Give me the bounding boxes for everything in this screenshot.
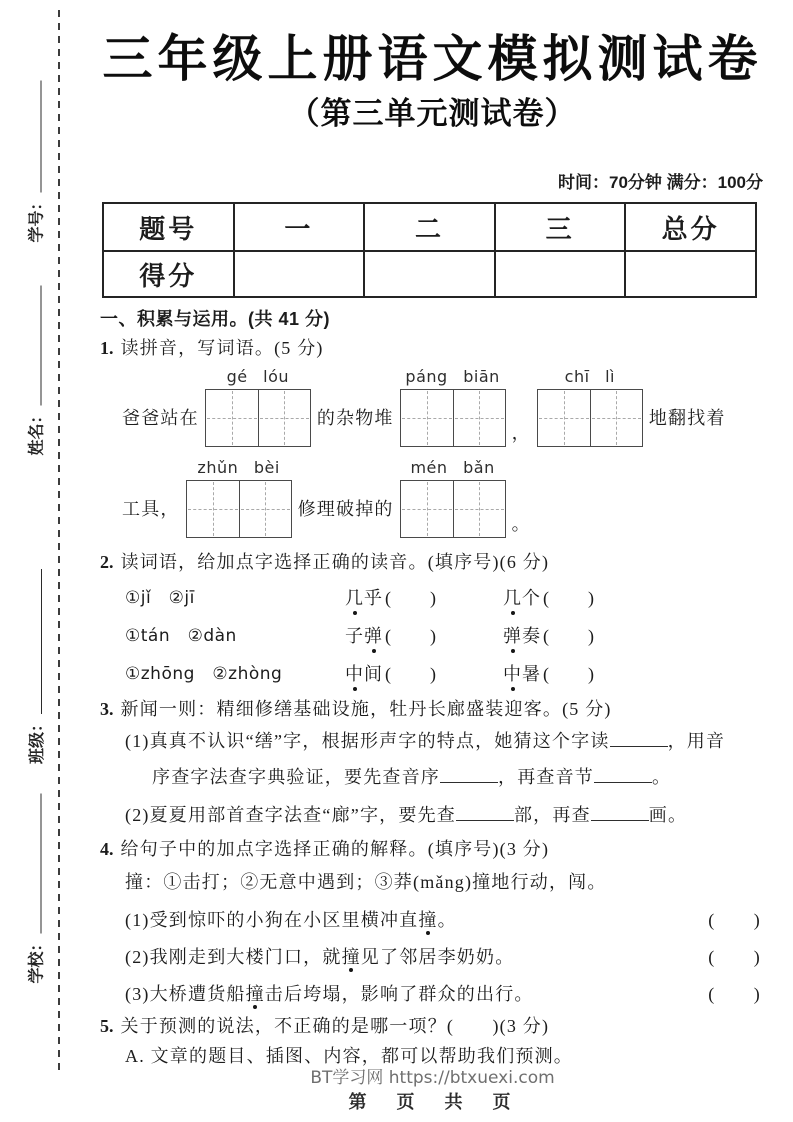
q3-sub2-line	[125, 804, 765, 826]
school-label: 学校：	[28, 935, 46, 984]
writing-cell	[258, 390, 310, 446]
answer-paren: ( )	[708, 984, 761, 1004]
writing-boxes	[537, 389, 643, 447]
score-table-cell-defen: 得分	[103, 251, 234, 297]
question-1-line-1	[122, 367, 765, 447]
score-entry-cell-3	[495, 251, 626, 297]
question-5-text: 关于预测的说法，不正确的是哪一项？( )(3 分)	[120, 1016, 550, 1036]
q4-sentence	[125, 909, 457, 931]
q3-text: 序查字法查字典验证，要先查音序	[152, 767, 440, 787]
fill-in-blank	[456, 818, 514, 821]
q2-row-1-options: ①jǐ ②jī	[125, 588, 195, 608]
paper-content	[100, 0, 765, 1067]
fill-in-blank	[594, 780, 652, 783]
dotted-char: 撞	[245, 984, 265, 1004]
q1-text-segment: 工具，	[122, 499, 180, 519]
question-3-number: 3.	[100, 699, 114, 719]
sentence-pre: (1)受到惊吓的小狗在小区里横冲直	[125, 910, 419, 930]
sentence-post: 。	[437, 910, 457, 930]
q2-word-zhongjian	[345, 661, 503, 687]
q4-item-2	[125, 946, 765, 968]
question-3-text: 新闻一则：精细修缮基础设施，牡丹长廊盛装迎客。(5 分)	[120, 699, 612, 719]
student-number-blank-line	[40, 80, 42, 192]
pinyin-gelou: gé lóu	[226, 367, 290, 386]
q3-text: ，再查音节	[498, 767, 594, 787]
q5-option-a: A. 文章的题目、插图、内容，都可以帮助我们预测。	[125, 1046, 573, 1066]
score-table-header-row	[103, 203, 756, 251]
question-4-number: 4.	[100, 839, 114, 859]
answer-paren: ( )	[708, 910, 761, 930]
q4-item-3	[125, 983, 765, 1005]
answer-paren: ( )	[543, 588, 595, 608]
fill-in-blank	[591, 818, 649, 821]
answer-paren: ( )	[543, 664, 595, 684]
fill-in-blank	[610, 744, 668, 747]
question-1-line-2	[122, 458, 765, 538]
question-2-number: 2.	[100, 552, 114, 572]
q3-sub1-line-1	[125, 730, 765, 752]
q2-row-1	[125, 585, 765, 611]
class-field	[26, 564, 50, 764]
score-table-cell-timu: 题号	[103, 203, 234, 251]
q1-text-segment: 修理破掉的	[297, 499, 394, 519]
q3-text: ，用音	[667, 731, 726, 751]
pinyin-pangbian: páng biān	[405, 367, 500, 386]
q3-text: (2)夏夏用部首查字法查“廊”字，要先查	[125, 805, 456, 825]
writing-cell	[401, 481, 453, 537]
watermark: BT学习网 https://btxuexi.com	[310, 1068, 555, 1088]
q3-text: 。	[652, 767, 672, 787]
q2-word-zidan	[345, 623, 503, 649]
writing-cell	[187, 481, 239, 537]
q3-text: 部，再查	[513, 805, 591, 825]
class-label: 班级：	[29, 715, 46, 764]
word-pre: 子	[345, 626, 364, 646]
writing-cell	[538, 390, 590, 446]
writing-cell	[401, 390, 453, 446]
q1-box-group-pangbian	[400, 367, 506, 447]
q4-sentence	[125, 983, 534, 1005]
question-5-number: 5.	[100, 1016, 114, 1036]
answer-paren: ( )	[385, 588, 437, 608]
q1-box-group-menban	[400, 458, 506, 538]
student-number-field	[26, 78, 50, 243]
question-1-text: 读拼音，写词语。(5 分)	[120, 338, 324, 358]
score-entry-cell-1	[234, 251, 365, 297]
writing-cell	[239, 481, 291, 537]
answer-paren: ( )	[385, 664, 437, 684]
q1-box-group-zhunbei	[186, 458, 292, 538]
question-3-stem	[100, 698, 765, 720]
question-2-text: 读词语，给加点字选择正确的读音。(填序号)(6 分)	[120, 552, 550, 572]
writing-boxes	[205, 389, 311, 447]
score-table-cell-part1: 一	[234, 203, 365, 251]
dotted-char: 弹	[364, 623, 383, 649]
student-name-blank-line	[40, 285, 42, 405]
writing-boxes	[400, 389, 506, 447]
q3-text: 画。	[648, 805, 688, 825]
q2-word-jige	[503, 585, 595, 611]
pinyin-zhunbei: zhǔn bèi	[197, 458, 280, 477]
q4-sentence	[125, 946, 514, 968]
sentence-post: 见了邻居李奶奶。	[360, 947, 515, 967]
writing-boxes	[400, 480, 506, 538]
question-4-stem	[100, 838, 765, 860]
q1-box-group-chili	[537, 367, 643, 447]
dotted-char: 弹	[503, 623, 522, 649]
school-field	[26, 789, 50, 984]
dotted-char: 中	[345, 661, 364, 687]
school-blank-line	[40, 793, 42, 933]
q1-text-segment: 的杂物堆	[316, 408, 394, 428]
dotted-char: 几	[503, 585, 522, 611]
page-title: 三年级上册语文模拟测试卷	[102, 31, 763, 87]
score-table-score-row	[103, 251, 756, 297]
word-post: 乎	[364, 588, 383, 608]
dotted-char: 撞	[418, 910, 438, 930]
page-number-line: 第 页 共 页	[348, 1092, 517, 1112]
q3-text: (1)真真不认识“缮”字，根据形声字的特点，她猜这个字读	[125, 731, 610, 751]
sentence-pre: (2)我刚走到大楼门口，就	[125, 947, 342, 967]
score-table	[102, 202, 757, 298]
score-table-cell-part3: 三	[495, 203, 626, 251]
answer-paren: ( )	[385, 626, 437, 646]
q1-period: 。	[511, 514, 531, 534]
fill-in-blank	[440, 780, 498, 783]
question-2-stem	[100, 551, 765, 573]
answer-paren: ( )	[708, 947, 761, 967]
dotted-char: 撞	[341, 947, 361, 967]
student-number-label: 学号：	[28, 194, 46, 243]
sentence-post: 击后垮塌，影响了群众的出行。	[264, 984, 534, 1004]
q4-definitions: 撞：①击打；②无意中遇到；③莽(mǎng)撞地行动，闯。	[125, 872, 607, 892]
q2-word-jihu	[345, 585, 503, 611]
sentence-pre: (3)大桥遭货船	[125, 984, 246, 1004]
writing-cell	[453, 390, 505, 446]
q2-row-3	[125, 661, 765, 687]
q2-row-2	[125, 623, 765, 649]
section-1-heading: 一、积累与运用。(共 41 分)	[100, 309, 331, 329]
writing-cell	[453, 481, 505, 537]
q1-box-group-gelou	[205, 367, 311, 447]
q2-row-3-options: ①zhōng ②zhòng	[125, 664, 283, 684]
q1-comma: ，	[511, 423, 531, 443]
q1-text-segment: 地翻找着	[648, 408, 726, 428]
score-entry-cell-4	[625, 251, 756, 297]
dotted-char: 几	[345, 585, 364, 611]
word-post: 暑	[522, 664, 541, 684]
writing-cell	[590, 390, 642, 446]
student-name-label: 姓名：	[28, 407, 46, 456]
score-table-cell-part2: 二	[364, 203, 495, 251]
score-entry-cell-2	[364, 251, 495, 297]
question-5-stem	[100, 1015, 765, 1037]
pinyin-chili: chī lì	[564, 367, 615, 386]
q2-word-zhongshu	[503, 661, 595, 687]
question-4-text: 给句子中的加点字选择正确的解释。(填序号)(3 分)	[120, 839, 550, 859]
q2-word-tanzou	[503, 623, 595, 649]
student-name-field	[26, 281, 50, 456]
q1-text-segment: 爸爸站在	[122, 408, 199, 428]
question-1-stem	[100, 337, 765, 359]
answer-paren: ( )	[543, 626, 595, 646]
dotted-char: 中	[503, 661, 522, 687]
word-post: 奏	[522, 626, 541, 646]
score-table-cell-total: 总分	[625, 203, 756, 251]
q2-row-2-options: ①tán ②dàn	[125, 626, 237, 646]
time-and-score-info: 时间：70分钟 满分：100分	[558, 173, 763, 192]
word-post: 个	[522, 588, 541, 608]
page-subtitle: （第三单元测试卷）	[288, 96, 577, 131]
writing-boxes	[186, 480, 292, 538]
pinyin-menban: mén bǎn	[410, 458, 495, 477]
question-1-number: 1.	[100, 338, 114, 358]
fold-dashed-line	[58, 10, 60, 1072]
word-post: 间	[364, 664, 383, 684]
class-blank-line	[40, 569, 42, 714]
q3-sub1-line-2	[152, 766, 765, 788]
writing-cell	[206, 390, 258, 446]
q4-item-1	[125, 909, 765, 931]
